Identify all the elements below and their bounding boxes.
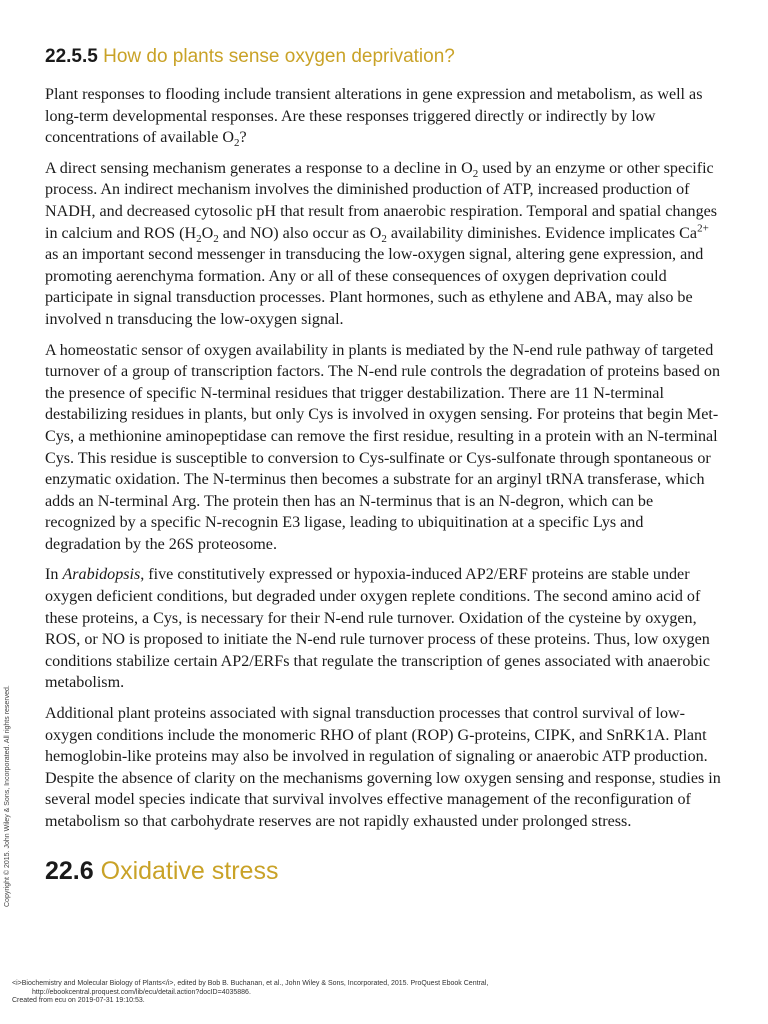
paragraph-5: Additional plant proteins associated with signal transduction processes that control survival of low-oxygen conditions include the monomeric RHO of plant (ROP) G-proteins, CIPK, and SnRK1A. Plant hemoglobin-like proteins may also be involved in regulation of signaling or anaerobic ATP production. Despite the absence of clarity on the mechanisms governing low oxygen sensing and response, studies in several model species indicate that survival involves effective management of the reconfiguration of metabolism so that carbohydrate reserves are not rapidly exhausted under prolonged stress. [45, 705, 721, 830]
p2-sup-e: 2+ [697, 222, 709, 235]
p1-sub: 2 [234, 137, 240, 150]
p2-sub-a: 2 [472, 168, 479, 180]
p2-sub-b: 2 [196, 232, 202, 245]
section-heading [45, 44, 723, 70]
p2-text-b: used by an enzyme or other specific process. An indirect mechanism involves the diminished production of ATP, increased production of NADH, and decreased cytosolic pH that result from anaerobic respiration. Temporal and spatial changes in calcium and ROS (H [45, 159, 718, 242]
p1-text-b: ? [239, 129, 247, 147]
paragraph-2 [45, 158, 723, 331]
page-content [45, 44, 723, 887]
paragraph-4 [45, 564, 723, 694]
p4-text-b: , five constitutively expressed or hypoxia-induced AP2/ERF proteins are stable under oxygen deficient conditions, but degraded under oxygen replete conditions. The second amino acid of these proteins, a Cys, is necessary for their N-end rule turnover. Oxidation of the cysteine by oxygen, ROS, or NO is proposed to initiate the N-end rule turnover process of these proteins. Thus, low oxygen conditions stabilize certain AP2/ERFs that regulate the transcription of genes associated with anaerobic metabolism. [45, 566, 711, 692]
p2-text-c: O [201, 224, 214, 242]
paragraph-3: A homeostatic sensor of oxygen availability in plants is mediated by the N-end rule pathway of targeted turnover of a group of transcription factors. The N-end rule controls the degradation of proteins based on the presence of specific N-terminal residues that trigger destabilization. There are 11 N-terminal destabilizing residues in plants, but only Cys is involved in oxygen sensing. For proteins that begin Met-Cys, a methionine aminopeptidase can remove the first residue, resulting in a protein with an N-terminal Cys. This residue is susceptible to conversion to Cys-sulfinate or Cys-sulfonate through spontaneous or enzymatic oxidation. The N-terminus then becomes a substrate for an arginyl tRNA transferase, which adds an N-terminal Arg. The protein then has an N-terminus that is an N-degron, which can be recognized by a specific N-recognin E3 ligase, leading to ubiquitination at a specific Lys and degradation by the 26S proteosome. [45, 341, 720, 553]
footer-citation [12, 980, 488, 1006]
footer-line-1: <i>Biochemistry and Molecular Biology of Plants</i>, edited by Bob B. Buchanan, et al., John Wiley & Sons, Incorporated, 2015. ProQuest Ebook Central, [12, 980, 489, 987]
footer-line-2: http://ebookcentral.proquest.com/lib/ecu/detail.action?docID=4035886. [32, 988, 251, 996]
next-section-heading [45, 855, 723, 887]
copyright-notice: Copyright © 2015. John Wiley & Sons, Incorporated. All rights reserved. [4, 685, 11, 907]
p2-sub-d: 2 [381, 232, 387, 245]
p2-sub-c: 2 [213, 232, 219, 245]
section-title: How do plants sense oxygen deprivation? [103, 46, 455, 67]
footer-line-3: Created from ecu on 2019-07-31 19:10:53. [12, 997, 145, 1004]
p1-text-a: Plant responses to flooding include transient alterations in gene expression and metabolism, as well as long-term developmental responses. Are these responses triggered directly or indirectly by low concentrations of available O [45, 86, 703, 147]
p2-text-e: availability diminishes. Evidence implicates Ca [386, 224, 698, 242]
section-number: 22.5.5 [45, 46, 98, 67]
p2-text-d: and NO) also occur as O [218, 224, 382, 242]
p4-italic: Arabidopsis [62, 566, 141, 584]
next-section-number: 22.6 [45, 856, 94, 885]
p2-text-f: as an important second messenger in transducing the low-oxygen signal, altering gene expression, and promoting aerenchyma formation. Any or all of these consequences of oxygen deprivation could participate in signal transduction processes. Plant hormones, such as ethylene and ABA, may also be involved n transducing the low-oxygen signal. [45, 246, 704, 328]
paragraph-1 [45, 84, 723, 149]
p2-text-a: A direct sensing mechanism generates a response to a decline in O [45, 159, 473, 177]
p4-text-a: In [45, 566, 63, 584]
next-section-title: Oxidative stress [100, 856, 279, 885]
